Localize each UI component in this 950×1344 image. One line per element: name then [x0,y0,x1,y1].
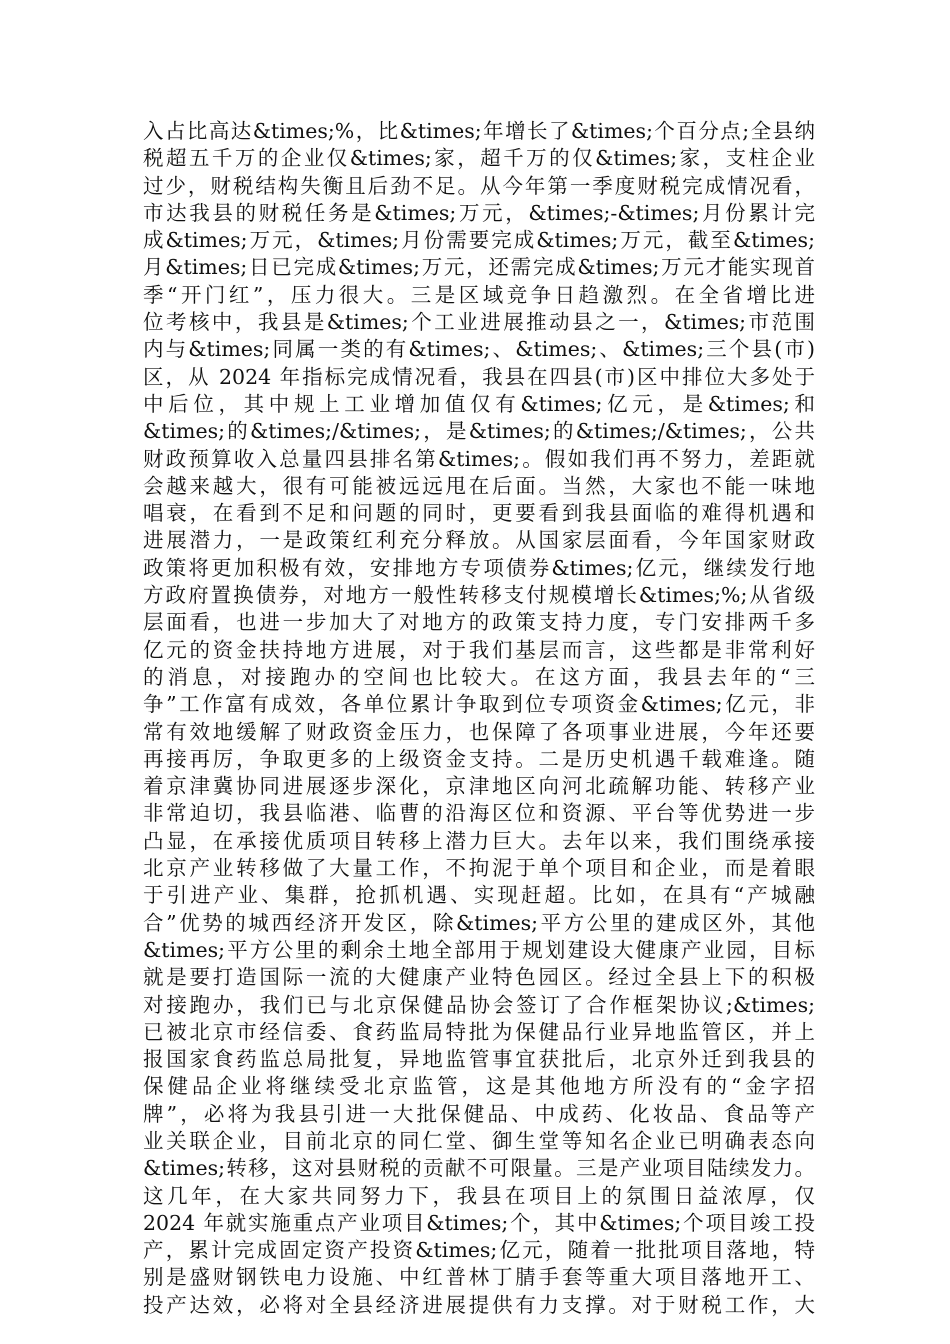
text-line: &times;的&times;/&times;，是&times;的&times;/&times;，公共 [143,419,815,444]
text-line: 内与&times;同属一类的有&times;、&times;、&times;三个县(市) [143,337,815,362]
text-line: 的消息，对接跑办的空间也比较大。在这方面，我县去年的“三 [143,664,815,689]
text-line: 唱衰，在看到不足和问题的同时，更要看到我县面临的难得机遇和 [143,501,815,526]
text-line: 北京产业转移做了大量工作，不拘泥于单个项目和企业，而是着眼 [143,856,815,881]
text-line: 亿元的资金扶持地方进展，对于我们基层而言，这些都是非常利好 [143,637,815,662]
text-line: 产，累计完成固定资产投资&times;亿元，随着一批批项目落地，特 [143,1238,815,1263]
text-line: 会越来越大，很有可能被远远甩在后面。当然，大家也不能一味地 [143,473,815,498]
text-line: 对接跑办，我们已与北京保健品协会签订了合作框架协议;&times; [143,992,815,1017]
text-line: 市达我县的财税任务是&times;万元，&times;-&times;月份累计完 [143,200,815,225]
text-line: 常有效地缓解了财政资金压力，也保障了各项事业进展，今年还要 [143,719,815,744]
text-line: 政策将更加积极有效，安排地方专项债券&times;亿元，继续发行地 [143,555,815,580]
text-line: 月&times;日已完成&times;万元，还需完成&times;万元才能实现首 [143,255,815,280]
text-line: 位考核中，我县是&times;个工业进展推动县之一，&times;市范围 [143,310,815,335]
text-line: 非常迫切，我县临港、临曹的沿海区位和资源、平台等优势进一步 [143,801,815,826]
text-line: 保健品企业将继续受北京监管，这是其他地方所没有的“金字招 [143,1074,815,1099]
text-line: 别是盛财钢铁电力设施、中红普林丁腈手套等重大项目落地开工、 [143,1265,815,1290]
text-line: 于引进产业、集群，抢抓机遇、实现赶超。比如，在具有“产城融 [143,883,815,908]
text-line: 着京津冀协同进展逐步深化，京津地区向河北疏解功能、转移产业 [143,774,815,799]
text-line: &times;转移，这对县财税的贡献不可限量。三是产业项目陆续发力。 [143,1156,815,1181]
text-line: 业关联企业，目前北京的同仁堂、御生堂等知名企业已明确表态向 [143,1128,815,1153]
text-line: 再接再厉，争取更多的上级资金支持。二是历史机遇千载难逢。随 [143,746,815,771]
text-line: 中后位，其中规上工业增加值仅有&times;亿元，是&times;和 [143,391,815,416]
text-line: 2024 年就实施重点产业项目&times;个，其中&times;个项目竣工投 [143,1210,815,1235]
text-line: 税超五千万的企业仅&times;家，超千万的仅&times;家，支柱企业 [143,146,815,171]
text-line: &times;平方公里的剩余土地全部用于规划建设大健康产业园，目标 [143,937,815,962]
body-paragraph [143,118,815,1319]
text-line: 方政府置换债券，对地方一般性转移支付规模增长&times;%;从省级 [143,583,815,608]
text-line: 层面看，也进一步加大了对地方的政策支持力度，专门安排两千多 [143,610,815,635]
text-line: 凸显，在承接优质项目转移上潜力巨大。去年以来，我们围绕承接 [143,828,815,853]
text-line: 已被北京市经信委、食药监局特批为保健品行业异地监管区，并上 [143,1019,815,1044]
text-line: 进展潜力，一是政策红利充分释放。从国家层面看，今年国家财政 [143,528,815,553]
text-line: 报国家食药监总局批复，异地监管事宜获批后，北京外迁到我县的 [143,1047,815,1072]
text-line: 这几年，在大家共同努力下，我县在项目上的氛围日益浓厚，仅 [143,1183,815,1208]
text-line: 投产达效，必将对全县经济进展提供有力支撑。对于财税工作，大 [143,1292,815,1317]
text-line: 财政预算收入总量四县排名第&times;。假如我们再不努力，差距就 [143,446,815,471]
text-line: 成&times;万元，&times;月份需要完成&times;万元，截至&times; [143,228,815,253]
text-line: 区，从 2024 年指标完成情况看，我县在四县(市)区中排位大多处于 [143,364,815,389]
text-line: 过少，财税结构失衡且后劲不足。从今年第一季度财税完成情况看， [143,173,815,198]
text-line: 就是要打造国际一流的大健康产业特色园区。经过全县上下的积极 [143,965,815,990]
text-line: 争”工作富有成效，各单位累计争取到位专项资金&times;亿元，非 [143,692,815,717]
text-line: 合”优势的城西经济开发区，除&times;平方公里的建成区外，其他 [143,910,815,935]
text-line: 季“开门红”，压力很大。三是区域竞争日趋激烈。在全省增比进 [143,282,815,307]
text-line: 牌”，必将为我县引进一大批保健品、中成药、化妆品、食品等产 [143,1101,815,1126]
text-line: 入占比高达&times;%，比&times;年增长了&times;个百分点;全县纳 [143,119,815,143]
